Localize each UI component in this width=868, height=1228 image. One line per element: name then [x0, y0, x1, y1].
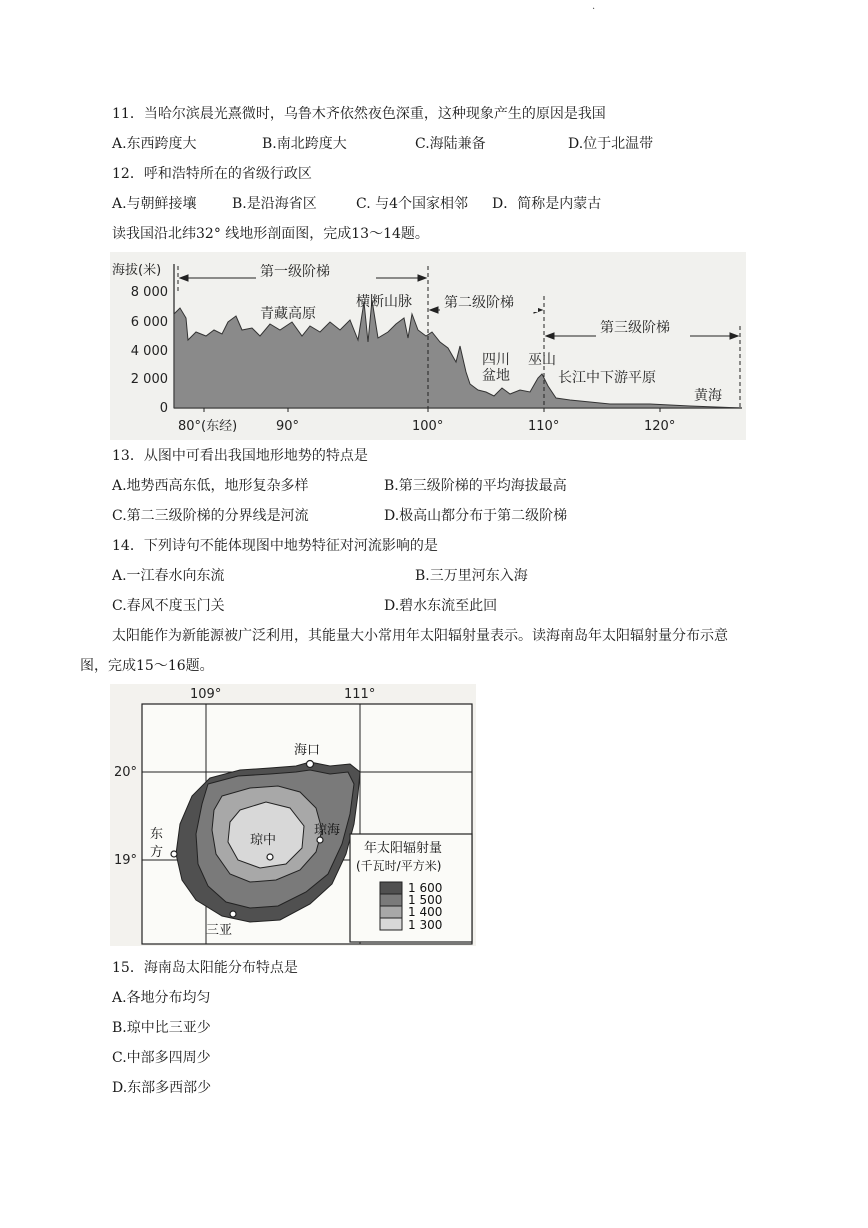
- marker-sanya: [230, 911, 236, 917]
- q13-option-b[interactable]: B.第三级阶梯的平均海拔最高: [384, 478, 567, 494]
- lat-label-20: 20°: [114, 765, 138, 780]
- q11-option-d[interactable]: D.位于北温带: [568, 136, 654, 152]
- q14-option-b[interactable]: B.三万里河东入海: [415, 568, 528, 584]
- q11-option-a[interactable]: A.东西跨度大: [112, 136, 197, 152]
- x-tick-90: 90°: [276, 419, 300, 434]
- legend-title: 年太阳辐射量: [364, 841, 443, 856]
- q12-stem: 12．呼和浩特所在的省级行政区: [112, 166, 312, 182]
- label-wushan: 巫山: [528, 352, 556, 368]
- legend-label-1400: 1 400: [408, 905, 443, 919]
- y-tick-6000: 6 000: [130, 315, 168, 330]
- intro-15-16-line2: 图，完成15～16题。: [80, 658, 214, 674]
- q14-option-c[interactable]: C.春风不度玉门关: [112, 598, 225, 614]
- y-axis-label: 海拔(米): [112, 263, 162, 278]
- legend-swatch-1500: [380, 894, 402, 906]
- legend-label-1500: 1 500: [408, 893, 443, 907]
- q11-option-b[interactable]: B.南北跨度大: [262, 136, 347, 152]
- q13-option-a[interactable]: A.地势西高东低，地形复杂多样: [112, 478, 309, 494]
- page-mark: ·: [592, 4, 596, 15]
- x-tick-100: 100°: [412, 419, 444, 434]
- lat-label-19: 19°: [114, 853, 138, 868]
- x-tick-120: 120°: [644, 419, 676, 434]
- step3-label: 第三级阶梯: [600, 320, 670, 336]
- svg-text:盆地: 盆地: [482, 368, 510, 384]
- place-qionghai: 琼海: [314, 823, 341, 838]
- intro-13-14: 读我国沿北纬32° 线地形剖面图，完成13～14题。: [112, 226, 429, 242]
- legend-swatch-1600: [380, 882, 402, 894]
- label-hengduan-mountains: 横断山脉: [356, 294, 412, 310]
- q13-option-d[interactable]: D.极高山都分布于第二级阶梯: [384, 508, 568, 524]
- q11-option-c[interactable]: C.海陆兼备: [415, 136, 486, 152]
- q14-stem: 14．下列诗句不能体现图中地势特征对河流影响的是: [112, 538, 438, 554]
- svg-text:东: 东: [150, 827, 164, 842]
- y-tick-2000: 2 000: [130, 372, 168, 387]
- q15-option-a[interactable]: A.各地分布均匀: [112, 990, 211, 1006]
- q15-option-b[interactable]: B.琼中比三亚少: [112, 1020, 211, 1036]
- terrain-profile-figure: [110, 252, 746, 440]
- label-sichuan-basin: [482, 352, 510, 384]
- legend-swatch-1300: [380, 918, 402, 930]
- lon-label-111: 111°: [344, 687, 376, 702]
- q11-stem: 11．当哈尔滨晨光熹微时，乌鲁木齐依然夜色深重，这种现象产生的原因是我国: [112, 106, 606, 122]
- marker-dongfang: [171, 851, 177, 857]
- lon-label-109: 109°: [190, 687, 222, 702]
- y-tick-4000: 4 000: [130, 344, 168, 359]
- q14-option-d[interactable]: D.碧水东流至此回: [384, 598, 498, 614]
- q15-option-d[interactable]: D.东部多西部少: [112, 1080, 212, 1096]
- svg-text:方: 方: [150, 845, 164, 860]
- q12-option-d[interactable]: D．简称是内蒙古: [492, 196, 602, 212]
- label-qinghai-tibet-plateau: 青藏高原: [260, 306, 316, 322]
- place-sanya: 三亚: [206, 923, 233, 938]
- q12-option-a[interactable]: A.与朝鲜接壤: [112, 196, 197, 212]
- marker-haikou: [307, 761, 314, 768]
- step1-label: 第一级阶梯: [260, 264, 330, 280]
- place-haikou: 海口: [294, 743, 321, 758]
- place-qiongzhong: 琼中: [250, 833, 277, 848]
- q12-option-c[interactable]: C. 与4个国家相邻: [356, 196, 469, 212]
- legend-unit: (千瓦时/平方米): [356, 859, 442, 873]
- y-tick-8000: 8 000: [130, 285, 168, 300]
- legend-label-1300: 1 300: [408, 918, 443, 932]
- svg-text:四川: 四川: [482, 352, 510, 368]
- hainan-radiation-map: [110, 684, 476, 946]
- label-yellow-sea: 黄海: [694, 388, 722, 404]
- legend-label-1600: 1 600: [408, 881, 443, 895]
- step2-label: 第二级阶梯: [444, 295, 514, 311]
- q13-option-c[interactable]: C.第二三级阶梯的分界线是河流: [112, 508, 309, 524]
- q15-stem: 15．海南岛太阳能分布特点是: [112, 960, 298, 976]
- q13-stem: 13．从图中可看出我国地形地势的特点是: [112, 448, 368, 464]
- q15-option-c[interactable]: C.中部多四周少: [112, 1050, 211, 1066]
- y-tick-0: 0: [159, 401, 168, 416]
- x-tick-80: 80°(东经): [178, 419, 238, 434]
- legend-swatch-1400: [380, 906, 402, 918]
- x-tick-110: 110°: [528, 419, 560, 434]
- q14-option-a[interactable]: A.一江春水向东流: [112, 568, 225, 584]
- q12-option-b[interactable]: B.是沿海省区: [232, 196, 317, 212]
- marker-qiongzhong: [267, 854, 273, 860]
- intro-15-16-line1: 太阳能作为新能源被广泛利用，其能量大小常用年太阳辐射量表示。读海南岛年太阳辐射量分布示意: [112, 628, 728, 644]
- label-yangtze-plain: 长江中下游平原: [558, 370, 656, 386]
